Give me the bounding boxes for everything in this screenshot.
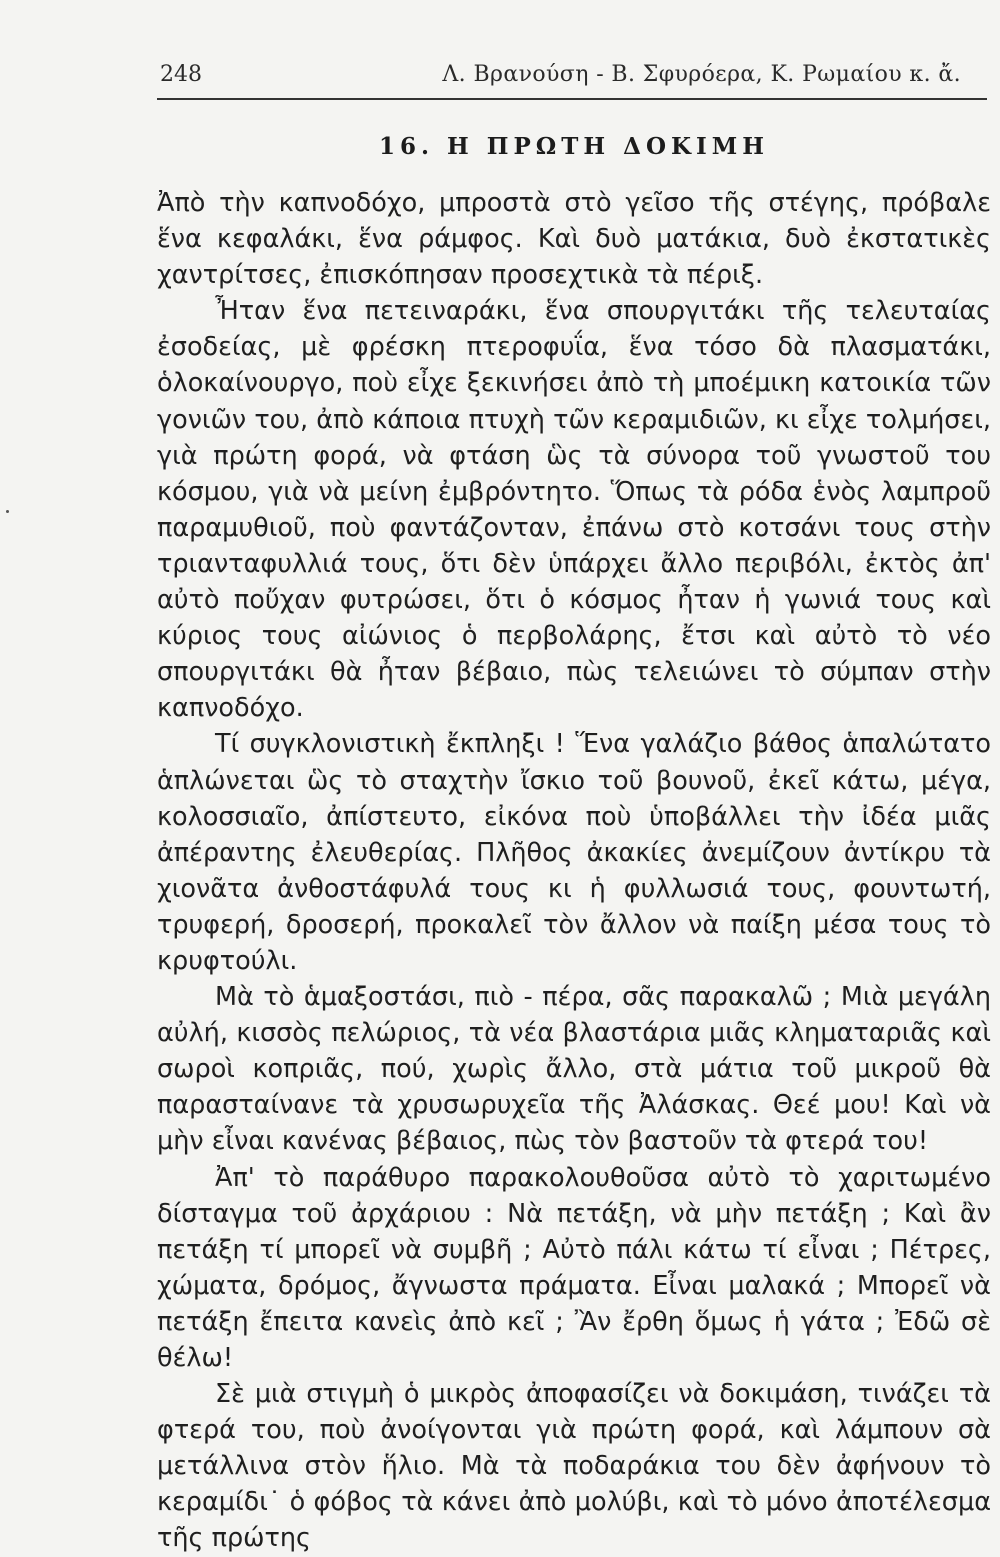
paragraph: Ἀπ' τὸ παράθυρο παρακολουθοῦσα αὐτὸ τὸ χαριτωμένο δίσταγμα τοῦ ἀρχάριου : Νὰ πετάξη, νὰ μὴν πετάξη ; Καὶ ἂν πετάξη τί μπορεῖ νὰ συμβῆ ; Αὐτὸ πάλι κάτω τί εἶναι ; Πέτρες, χώματα, δρόμος, ἄγνωστα πράματα. Εἶναι μαλακά ; Μπορεῖ νὰ πετάξη ἔπειτα κανεὶς ἀπὸ κεῖ ; Ἂν ἔρθη ὅμως ἡ γάτα ; Ἐδῶ σὲ θέλω! xyxy=(157,1162,991,1373)
book-page xyxy=(157,58,991,1557)
paragraph: Μὰ τὸ ἁμαξοστάσι, πιὸ - πέρα, σᾶς παρακαλῶ ; Μιὰ μεγάλη αὐλή, κισσὸς πελώριος, τὰ νέα βλαστάρια μιᾶς κληματαριᾶς καὶ σωροὶ κοπριᾶς, πού, χωρὶς ἄλλο, στὰ μάτια τοῦ μικροῦ θὰ παρασταίνανε τὰ χρυσωρυχεῖα τῆς Ἀλάσκας. Θεέ μου! Καὶ νὰ μὴν εἶναι κανένας βέβαιος, πὼς τὸν βαστοῦν τὰ φτερά του! xyxy=(157,982,991,1157)
margin-speck xyxy=(6,510,9,513)
header-authors: Λ. Βρανούση - Β. Σφυρόερα, Κ. Ρωμαίου κ. ἄ. xyxy=(442,62,961,87)
paragraph: Τί συγκλονιστικὴ ἔκπληξι ! Ἕνα γαλάζιο βάθος ἁπαλώτατο ἁπλώνεται ὣς τὸ σταχτὴν ἴσκιο τοῦ βουνοῦ, ἐκεῖ κάτω, μέγα, κολοσσιαῖο, ἀπίστευτο, εἰκόνα ποὺ ὑποβάλλει τὴν ἰδέα μιᾶς ἀπέραντης ἐλευθερίας. Πλῆθος ἀκακίες ἀνεμίζουν ἀντίκρυ τὰ χιονᾶτα ἀνθοστάφυλά τους κι ἡ φυλλωσιά τους, φουντωτή, τρυφερή, δροσερή, προκαλεῖ τὸν ἄλλον νὰ παίξη μέσα τους τὸ κρυφτούλι. xyxy=(157,729,991,976)
paragraph: Ἀπὸ τὴν καπνοδόχο, μπροστὰ στὸ γεῖσο τῆς στέγης, πρόβαλε ἕνα κεφαλάκι, ἕνα ράμφος. Καὶ δυὸ ματάκια, δυὸ ἐκστατικὲς χαντρίτσες, ἐπισκόπησαν προσεχτικὰ τὰ πέριξ. xyxy=(157,188,991,291)
page-number: 248 xyxy=(160,62,202,87)
paragraph: Σὲ μιὰ στιγμὴ ὁ μικρὸς ἀποφασίζει νὰ δοκιμάση, τινάζει τὰ φτερά του, ποὺ ἀνοίγονται γιὰ πρώτη φορά, καὶ λάμπουν σὰ μετάλλινα στὸν ἥλιο. Μὰ τὰ ποδαράκια του δὲν ἀφήνουν τὸ κεραμίδι˙ ὁ φόβος τὰ κάνει ἀπὸ μολύβι, καὶ τὸ μόνο ἀποτέλεσμα τῆς πρώτης xyxy=(157,1379,991,1554)
running-header xyxy=(157,58,991,88)
body-text xyxy=(157,185,991,1557)
chapter-title: 16. Η ΠΡΩΤΗ ΔΟΚΙΜΗ xyxy=(379,133,769,160)
header-rule xyxy=(157,98,987,100)
paragraph: Ἦταν ἕνα πετειναράκι, ἕνα σπουργιτάκι τῆς τελευταίας ἐσοδείας, μὲ φρέσκη πτεροφυΐα, ἕνα τόσο δὰ πλασματάκι, ὁλοκαίνουργο, ποὺ εἶχε ξεκινήσει ἀπὸ τὴ μποέμικη κατοικία τῶν γονιῶν του, ἀπὸ κάποια πτυχὴ τῶν κεραμιδιῶν, κι εἶχε τολμήσει, γιὰ πρώτη φορά, νὰ φτάση ὣς τὰ σύνορα τοῦ γνωστοῦ του κόσμου, γιὰ νὰ μείνη ἐμβρόντητο. Ὅπως τὰ ρόδα ἑνὸς λαμπροῦ παραμυθιοῦ, ποὺ φαντάζονταν, ἐπάνω στὸ κοτσάνι τους στὴν τριανταφυλλιά τους, ὅτι δὲν ὑπάρχει ἄλλο περιβόλι, ἐκτὸς ἀπ' αὐτὸ ποὔχαν φυτρώσει, ὅτι ὁ κόσμος ἦταν ἡ γωνιά τους καὶ κύριος τους αἰώνιος ὁ περβολάρης, ἔτσι καὶ αὐτὸ τὸ νέο σπουργιτάκι θὰ ἦταν βέβαιο, πὼς τελειώνει τὸ σύμπαν στὴν καπνοδόχο. xyxy=(157,296,991,724)
